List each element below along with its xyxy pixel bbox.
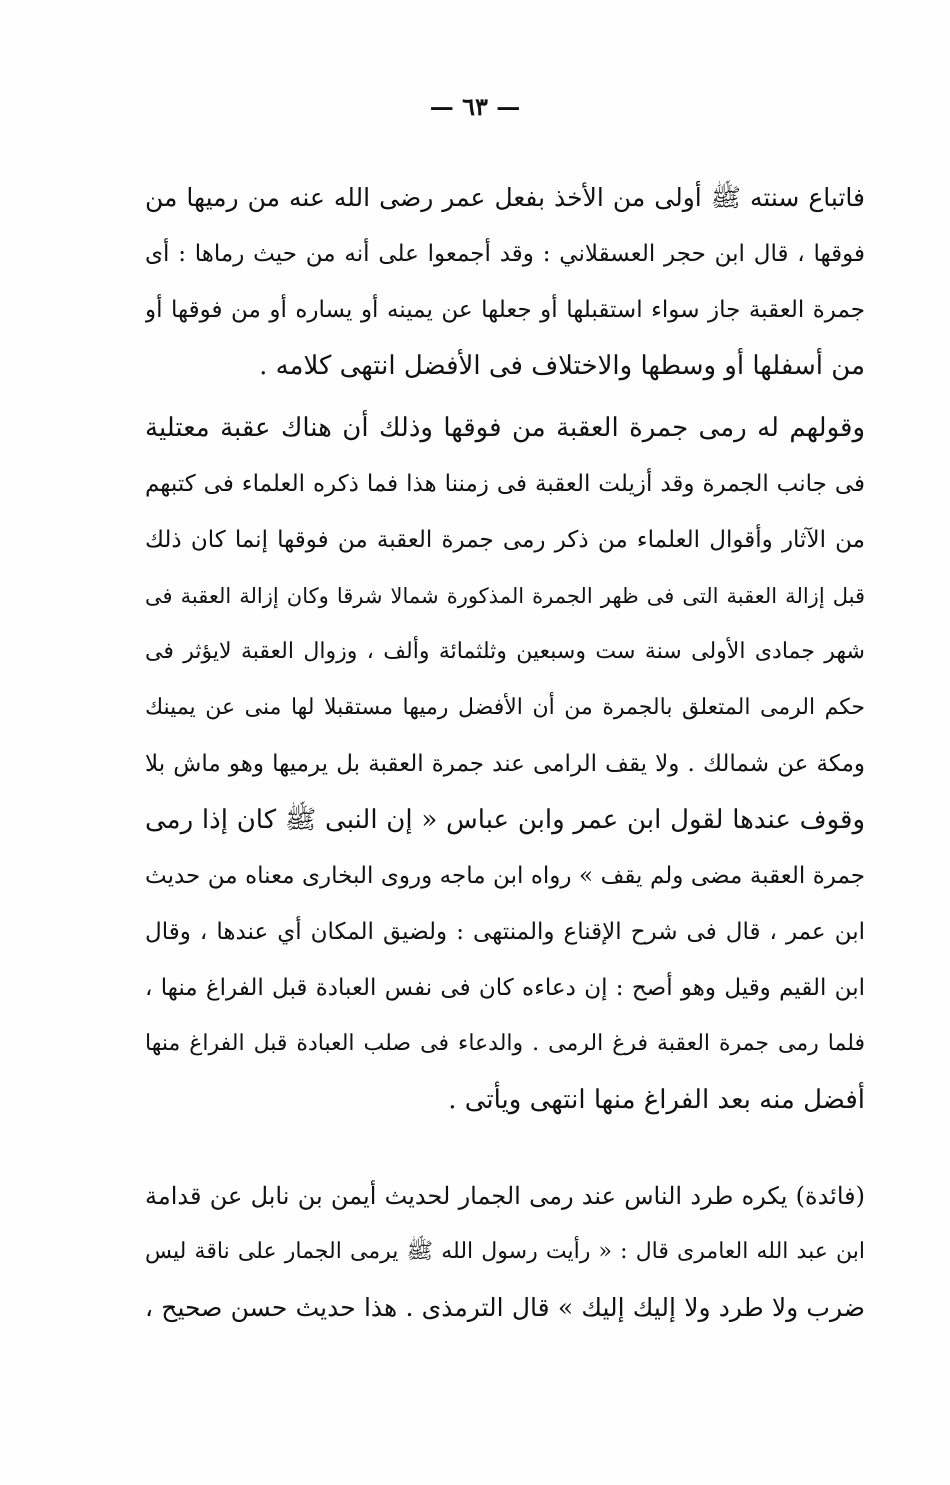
text-line: حكم الرمى المتعلق بالجمرة من أن الأفضل رميها مستقبلا لها منى عن يمينك [145,695,865,720]
paragraph-1 [145,170,865,394]
page-number: — ٦٣ — [429,92,521,121]
text-line: وقولهم له رمى جمرة العقبة من فوقها وذلك أن هناك عقبة معتلية [145,413,865,443]
text-line: ابن عمر ، قال فى شرح الإقناع والمنتهى : ولضيق المكان أي عندها ، وقال [145,919,865,945]
text-line: فلما رمى جمرة العقبة فرغ الرمى . والدعاء فى صلب العبادة قبل الفراغ منها [145,1031,865,1056]
paragraph-3 [145,1168,865,1336]
text-line: شهر جمادى الأولى سنة ست وسبعين وثلثمائة وألف ، وزوال العقبة لايؤثر فى [145,639,865,664]
text-line: أفضل منه بعد الفراغ منها انتهى ويأتى . [448,1085,865,1115]
text-line: فى جانب الجمرة وقد أزيلت العقبة فى زمننا هذا فما ذكره العلماء فى كتبهم [145,471,865,497]
text-line: قبل إزالة العقبة التى فى ظهر الجمرة المذكورة شمالا شرقا وكان إزالة العقبة فى [145,584,865,608]
text-line: من أسفلها أو وسطها والاختلاف فى الأفضل انتهى كلامه . [259,351,865,381]
text-line: فوقها ، قال ابن حجر العسقلاني : وقد أجمعوا على أنه من حيث رماها : أى [145,241,865,267]
text-line: وقوف عندها لقول ابن عمر وابن عباس « إن النبى ﷺ كان إذا رمى [145,805,865,835]
paragraph-2 [145,400,865,1128]
text-line: ومكة عن شمالك . ولا يقف الرامى عند جمرة العقبة بل يرميها وهو ماش بلا [145,751,865,777]
text-line: فاتباع سنته ﷺ أولى من الأخذ بفعل عمر رضى الله عنه من رميها من [145,183,865,212]
text-line: من الآثار وأقوال العلماء من ذكر رمى جمرة العقبة من فوقها إنما كان ذلك [145,527,865,553]
text-line: ابن القيم وقيل وهو أصح : إن دعاءه كان فى نفس العبادة قبل الفراغ منها ، [145,975,865,1001]
text-line: (فائدة) يكره طرد الناس عند رمى الجمار لحديث أيمن بن نابل عن قدامة [145,1182,865,1210]
text-line: ضرب ولا طرد ولا إليك إليك » قال الترمذى . هذا حديث حسن صحيح ، [145,1293,865,1322]
text-line: ابن عبد الله العامرى قال : « رأيت رسول الله ﷺ يرمى الجمار على ناقة ليس [145,1239,865,1264]
text-line: جمرة العقبة جاز سواء استقبلها أو جعلها عن يمينه أو يساره أو من فوقها أو [145,297,865,323]
text-line: جمرة العقبة مضى ولم يقف » رواه ابن ماجه وروى البخارى معناه من حديث [145,863,865,889]
